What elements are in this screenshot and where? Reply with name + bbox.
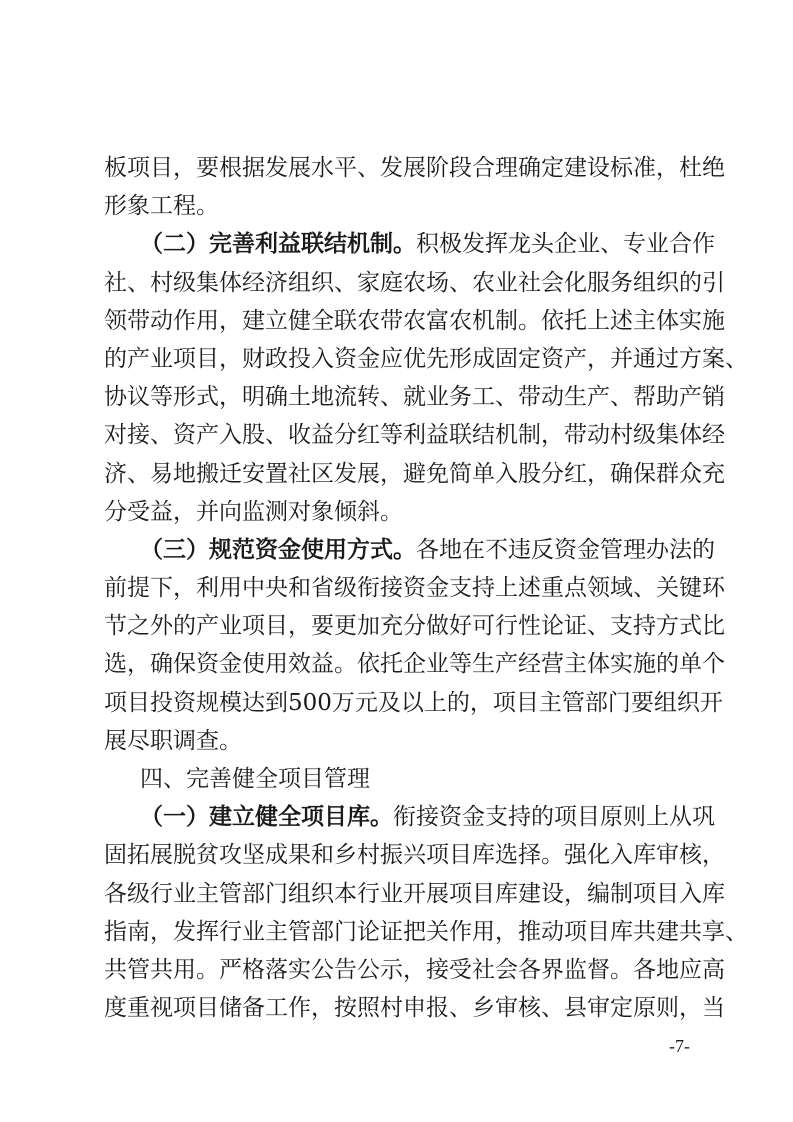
paragraph-lead: （一）建立健全项目库。 <box>140 803 393 831</box>
line-text: 度重视项目储备工作，按照村申报、乡审核、县审定原则，当 <box>104 995 725 1022</box>
line-text: 指南，发挥行业主管部门论证把关作用，推动项目库共建共享、 <box>104 918 748 945</box>
line-text: 选，确保资金使用效益。依托企业等生产经营主体实施的单个 <box>104 651 725 678</box>
line-text: 板项目，要根据发展水平、发展阶段合理确定建设标准，杜绝 <box>104 155 725 181</box>
text-line <box>104 798 715 836</box>
text-line <box>104 722 691 760</box>
line-text: 固拓展脱贫攻坚成果和乡村振兴项目库选择。强化入库审核， <box>104 842 725 869</box>
line-text: 分受益，并向监测对象倾斜。 <box>104 498 403 525</box>
text-line <box>104 875 725 913</box>
text-line <box>104 836 725 874</box>
page-number: -7- <box>669 1036 690 1056</box>
line-text: 衔接资金支持的项目原则上从巩 <box>393 804 715 831</box>
paragraph-lead: （三）规范资金使用方式。 <box>140 535 416 563</box>
line-text: 对接、资产入股、收益分红等利益联结机制，带动村级集体经 <box>104 422 725 449</box>
line-text: 共管共用。严格落实公告公示，接受社会各界监督。各地应高 <box>104 956 725 983</box>
text-line <box>104 684 723 722</box>
text-line <box>104 149 725 187</box>
line-text: 项目投资规模达到500万元及以上的，项目主管部门要组织开 <box>104 689 723 716</box>
text-line <box>104 531 715 569</box>
line-text: 积极发挥龙头企业、专业合作 <box>416 231 715 258</box>
text-line <box>104 302 725 340</box>
text-line <box>104 493 691 531</box>
text-line <box>104 340 748 378</box>
line-text: 领带动作用，建立健全联农带农富农机制。依托上述主体实施 <box>104 307 725 334</box>
line-text: 各地在不违反资金管理办法的 <box>416 536 715 563</box>
text-line <box>104 913 748 951</box>
line-text: 的产业项目，财政投入资金应优先形成固定资产，并通过方案、 <box>104 345 748 372</box>
line-text: 济、易地搬迁安置社区发展，避免简单入股分红，确保群众充 <box>104 460 725 487</box>
text-line <box>104 455 725 493</box>
text-line <box>104 378 725 416</box>
text-line <box>104 951 725 989</box>
text-line <box>104 607 725 645</box>
line-text: 协议等形式，明确土地流转、就业务工、带动生产、帮助产销 <box>104 384 725 411</box>
line-text: 前提下，利用中央和省级衔接资金支持上述重点领域、关键环 <box>104 575 725 602</box>
line-text: 展尽职调查。 <box>104 727 242 754</box>
text-line <box>104 187 691 225</box>
document-body <box>104 149 748 1027</box>
line-text: 各级行业主管部门组织本行业开展项目库建设，编制项目入库 <box>104 880 725 907</box>
line-text: 节之外的产业项目，要更加充分做好可行性论证、支持方式比 <box>104 613 725 640</box>
text-line <box>104 645 725 683</box>
text-line <box>104 225 715 263</box>
text-line <box>104 416 725 454</box>
line-text: 形象工程。 <box>104 193 219 220</box>
paragraph-lead: （二）完善利益联结机制。 <box>140 230 416 258</box>
line-text: 社、村级集体经济组织、家庭农场、农业社会化服务组织的引 <box>104 269 725 296</box>
text-line <box>104 569 725 607</box>
text-line <box>104 264 725 302</box>
text-line <box>104 989 725 1027</box>
section-heading: 四、完善健全项目管理 <box>140 766 370 792</box>
